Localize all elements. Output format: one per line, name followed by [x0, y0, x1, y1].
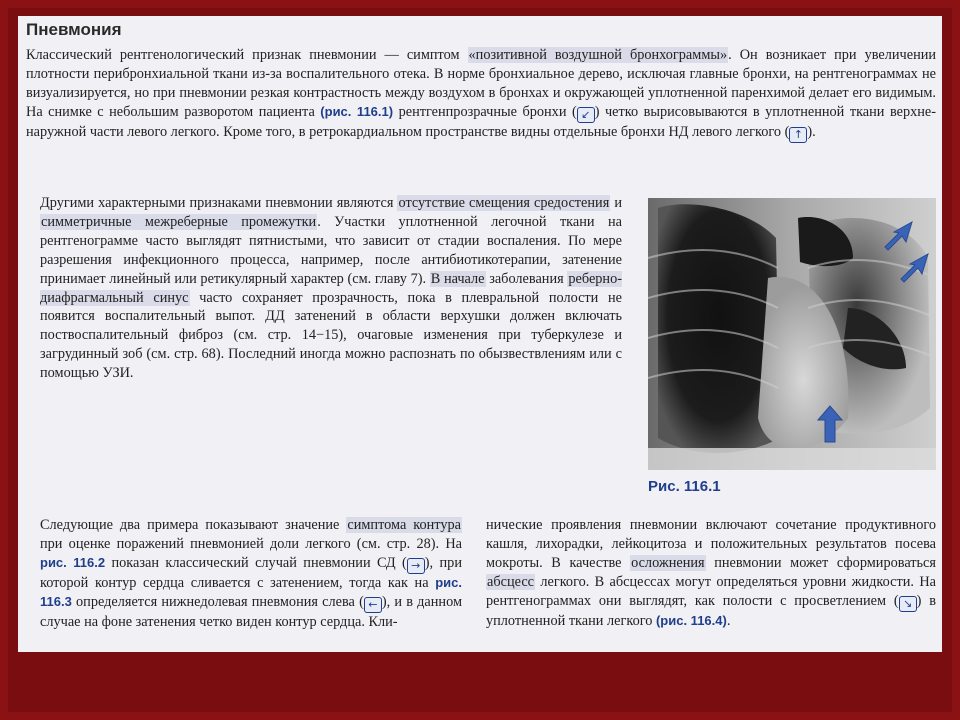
text: и: [614, 195, 622, 211]
page-title: Пневмония: [26, 20, 122, 39]
text: Следующие два примера показывают значение: [40, 517, 340, 533]
highlight-text: «позитивной воздушной бронхограммы»: [468, 47, 728, 63]
chest-xray-image: [648, 198, 936, 470]
figure-caption: Рис. 116.1: [648, 478, 721, 495]
text: . Участки уплотненной легочной ткани на рентгенограмме часто выглядят пятнистыми, что зависит от стадии воспаления. По мере разрешения инфекционного процесса, например, после антибиотикотерапии, затенение принимает линейный или ретикулярный характер (см. главу 7).: [40, 213, 622, 287]
figure-ref-116-2: рис. 116.2: [40, 554, 106, 570]
arrow-up-icon: ↑: [789, 127, 807, 143]
arrow-down-right-icon: ↘: [899, 596, 917, 612]
text: часто сохраняет прозрачность, пока в плевральной полости не появится воспалительный выпот. ДД затенений в области верхушки должен включать поствоспалительный фиброз (см. стр. 14−15), очаговые изменения при туберкулезе и загрудинный зоб (см. стр. 68). Последний иногда можно распознать по обызвествлениям или с помощью УЗИ.: [40, 289, 623, 382]
text: ) в уплотненной ткани легкого: [486, 592, 937, 629]
figure-ref-116-1: (рис. 116.1): [320, 103, 394, 119]
text: ), и в данном случае на фоне затенения четко виден контур сердца. Кли-: [40, 593, 462, 630]
highlight-text: отсутствие смещения средостения: [398, 195, 610, 211]
text: ), при которой контур сердца сливается с затенением, тогда как на: [40, 554, 462, 591]
arrow-right-icon: →: [407, 558, 425, 574]
text: определяется нижнедолевая пневмония слева (: [76, 593, 364, 610]
text: показан классический случай пневмонии СД (: [111, 554, 407, 571]
figure-ref-116-3: рис. 116.3: [40, 574, 462, 609]
textbook-page: [18, 16, 942, 652]
text: заболевания: [489, 270, 564, 287]
highlight-text: реберно-диафрагмальный синус: [40, 270, 622, 306]
highlight-text: симптома контура: [347, 517, 461, 533]
text: рентгенпрозрачные бронхи (: [398, 103, 577, 120]
paragraph-4: [486, 516, 936, 631]
paragraph-3: [40, 516, 462, 632]
arrow-left-icon: ←: [364, 597, 382, 613]
text: Другими характерными признаками пневмонии являются: [40, 195, 394, 211]
highlight-text: осложнения: [631, 554, 705, 571]
text: при оценке поражений пневмонией доли легкого (см. стр. 28). На: [40, 535, 462, 552]
text: ) четко вырисовываются в уплотненной ткани верхне-наружной части левого легкого. Кроме того, в ретрокардиальном пространстве видны отдельные бронхи НД левого легкого (: [26, 103, 937, 140]
text: Классический рентгенологический признак пневмонии — симптом: [26, 47, 460, 63]
highlight-text: симметричные межреберные промежутки: [41, 213, 317, 230]
paragraph-1: [26, 46, 936, 143]
xray-illustration: [648, 198, 936, 470]
text: .: [726, 612, 731, 629]
figure-ref-116-4: (рис. 116.4): [655, 612, 727, 628]
highlight-text: В начале: [430, 270, 485, 287]
text: . Он возникает при увеличении плотности перибронхиальной ткани из-за воспалительного отека. В норме бронхиальное дерево, исключая главные бронхи, на рентгенограммах не визуализируется, но при пневмонии резкая контрастность между воздухом в бронхах и окружающей уплотненной паренхимой делает его видимым. На снимке с небольшим разворотом пациента: [26, 47, 937, 120]
text: ).: [807, 123, 816, 140]
highlight-text: абсцесс: [487, 573, 535, 590]
text: легкого. В абсцессах могут определяться уровни жидкости. На рентгенограммах они выглядят, как полости с просветлением (: [486, 573, 936, 609]
paragraph-2: [40, 194, 622, 383]
text: нические проявления пневмонии включают сочетание продуктивного кашля, лихорадки, лейкоцитоза и положительных результатов посева мокроты. В качестве: [486, 517, 936, 571]
text: пневмонии может сформироваться: [714, 554, 936, 571]
arrow-down-left-icon: ↙: [577, 107, 595, 123]
